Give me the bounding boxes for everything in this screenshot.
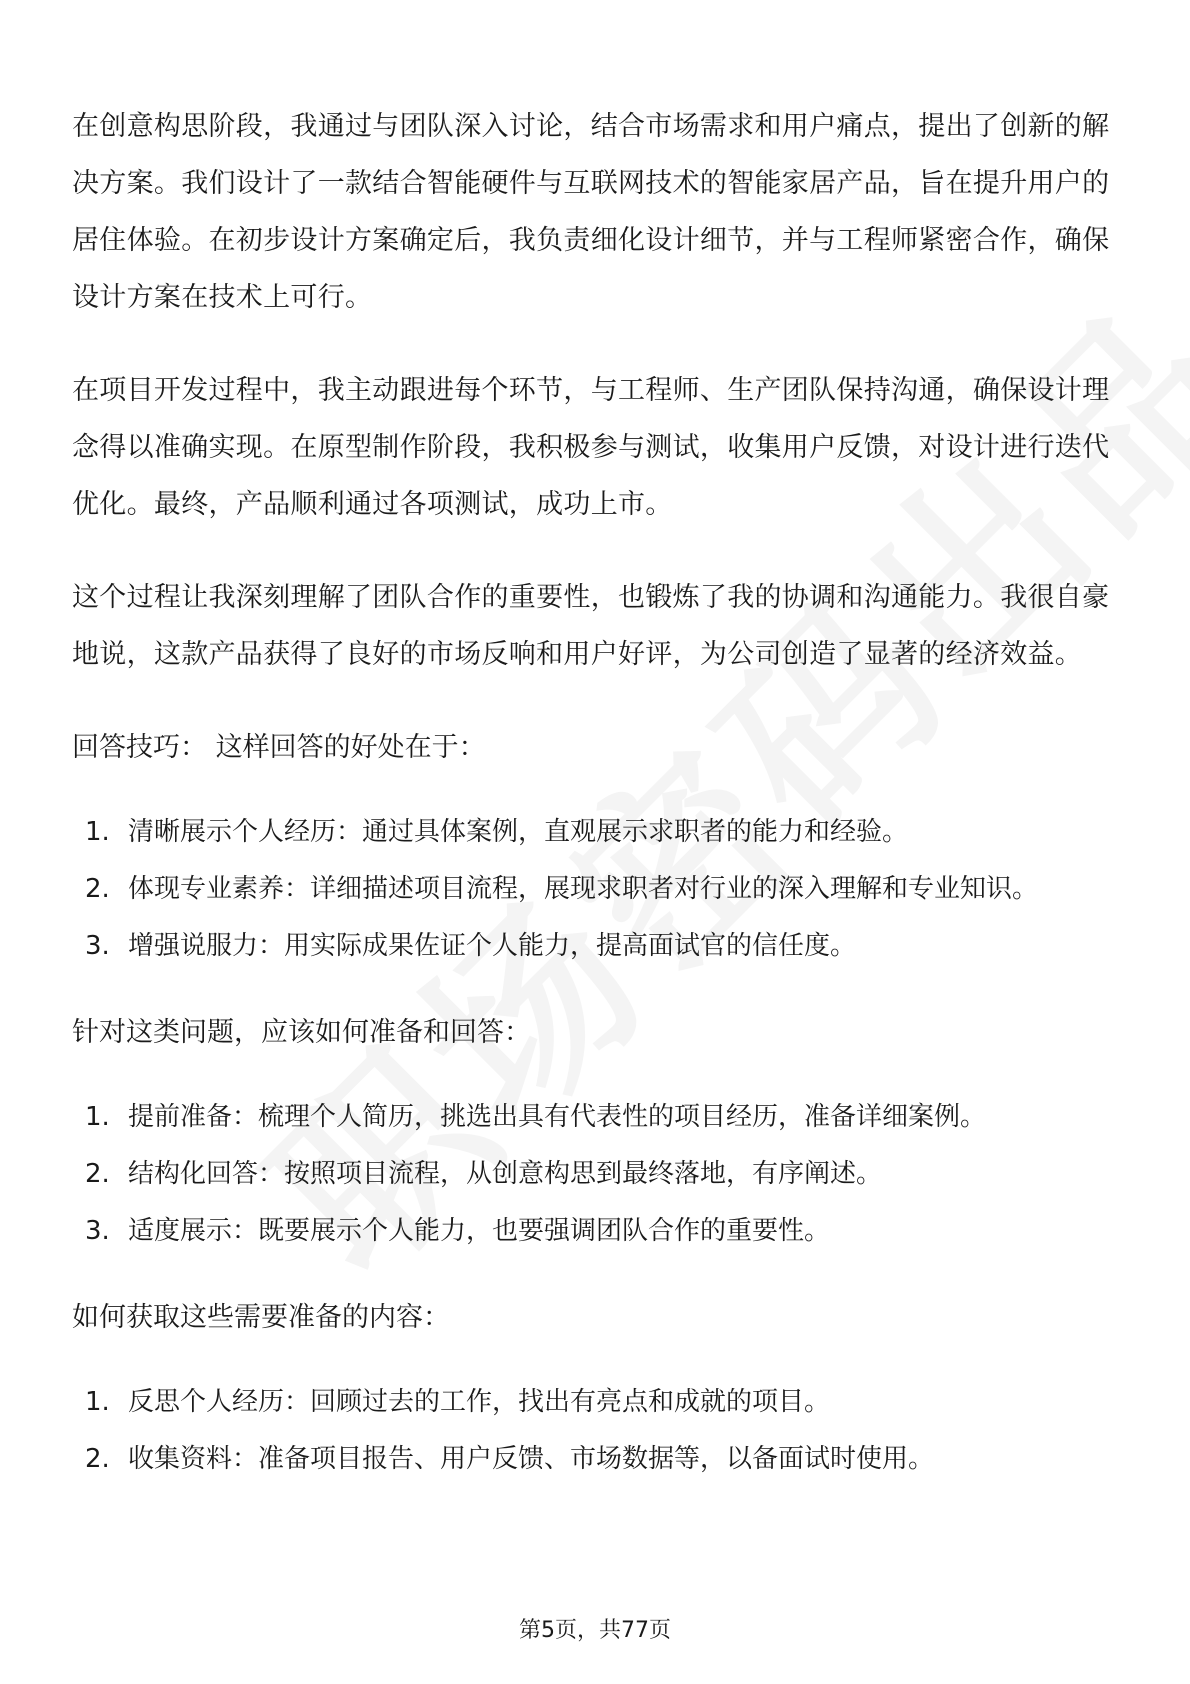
list-item-text: 清晰展示个人经历：通过具体案例，直观展示求职者的能力和经验。 xyxy=(128,817,909,847)
list-item-text: 反思个人经历：回顾过去的工作，找出有亮点和成就的项目。 xyxy=(128,1387,831,1417)
paragraph: 在项目开发过程中，我主动跟进每个环节，与工程师、生产团队保持沟通，确保设计理念得以准确实现。在原型制作阶段，我积极参与测试，收集用户反馈，对设计进行迭代优化。最终，产品顺利通过各项测试，成功上市。 xyxy=(72,375,1110,520)
list-item xyxy=(72,1203,1122,1259)
list-item xyxy=(72,861,1122,917)
section-heading: 回答技巧： 这样回答的好处在于： xyxy=(72,732,486,763)
list-item-text: 收集资料：准备项目报告、用户反馈、市场数据等，以备面试时使用。 xyxy=(128,1444,935,1474)
list-number: 1. xyxy=(85,1387,110,1417)
list-item-text: 适度展示：既要展示个人能力，也要强调团队合作的重要性。 xyxy=(128,1216,831,1246)
list-item-text: 提前准备：梳理个人简历，挑选出具有代表性的项目经历，准备详细案例。 xyxy=(128,1102,987,1132)
list-item xyxy=(72,804,1122,860)
list-item xyxy=(72,1431,1122,1487)
paragraph: 在创意构思阶段，我通过与团队深入讨论，结合市场需求和用户痛点，提出了创新的解决方案。我们设计了一款结合智能硬件与互联网技术的智能家居产品，旨在提升用户的居住体验。在初步设计方案确定后，我负责细化设计细节，并与工程师紧密合作，确保设计方案在技术上可行。 xyxy=(72,111,1110,313)
numbered-list xyxy=(72,804,1122,974)
numbered-list xyxy=(72,1089,1122,1259)
list-number: 2. xyxy=(85,874,110,904)
list-number: 2. xyxy=(85,1159,110,1189)
list-item xyxy=(72,1374,1122,1430)
list-number: 1. xyxy=(85,1102,110,1132)
list-item-text: 结构化回答：按照项目流程，从创意构思到最终落地，有序阐述。 xyxy=(128,1159,883,1189)
paragraph: 这个过程让我深刻理解了团队合作的重要性，也锻炼了我的协调和沟通能力。我很自豪地说，这款产品获得了良好的市场反响和用户好评，为公司创造了显著的经济效益。 xyxy=(72,582,1110,670)
list-number: 1. xyxy=(85,817,110,847)
list-item-text: 体现专业素养：详细描述项目流程，展现求职者对行业的深入理解和专业知识。 xyxy=(128,874,1039,904)
list-item xyxy=(72,1146,1122,1202)
numbered-list xyxy=(72,1374,1122,1487)
list-number: 3. xyxy=(85,931,110,961)
list-item-text: 增强说服力：用实际成果佐证个人能力，提高面试官的信任度。 xyxy=(128,931,857,961)
list-number: 3. xyxy=(85,1216,110,1246)
list-item xyxy=(72,1089,1122,1145)
section-heading: 针对这类问题，应该如何准备和回答： xyxy=(72,1017,531,1048)
list-number: 2. xyxy=(85,1444,110,1474)
section-heading: 如何获取这些需要准备的内容： xyxy=(72,1302,450,1333)
document-body xyxy=(72,98,1122,1517)
list-item xyxy=(72,918,1122,974)
page-number-footer: 第5页，共77页 xyxy=(519,1618,671,1643)
